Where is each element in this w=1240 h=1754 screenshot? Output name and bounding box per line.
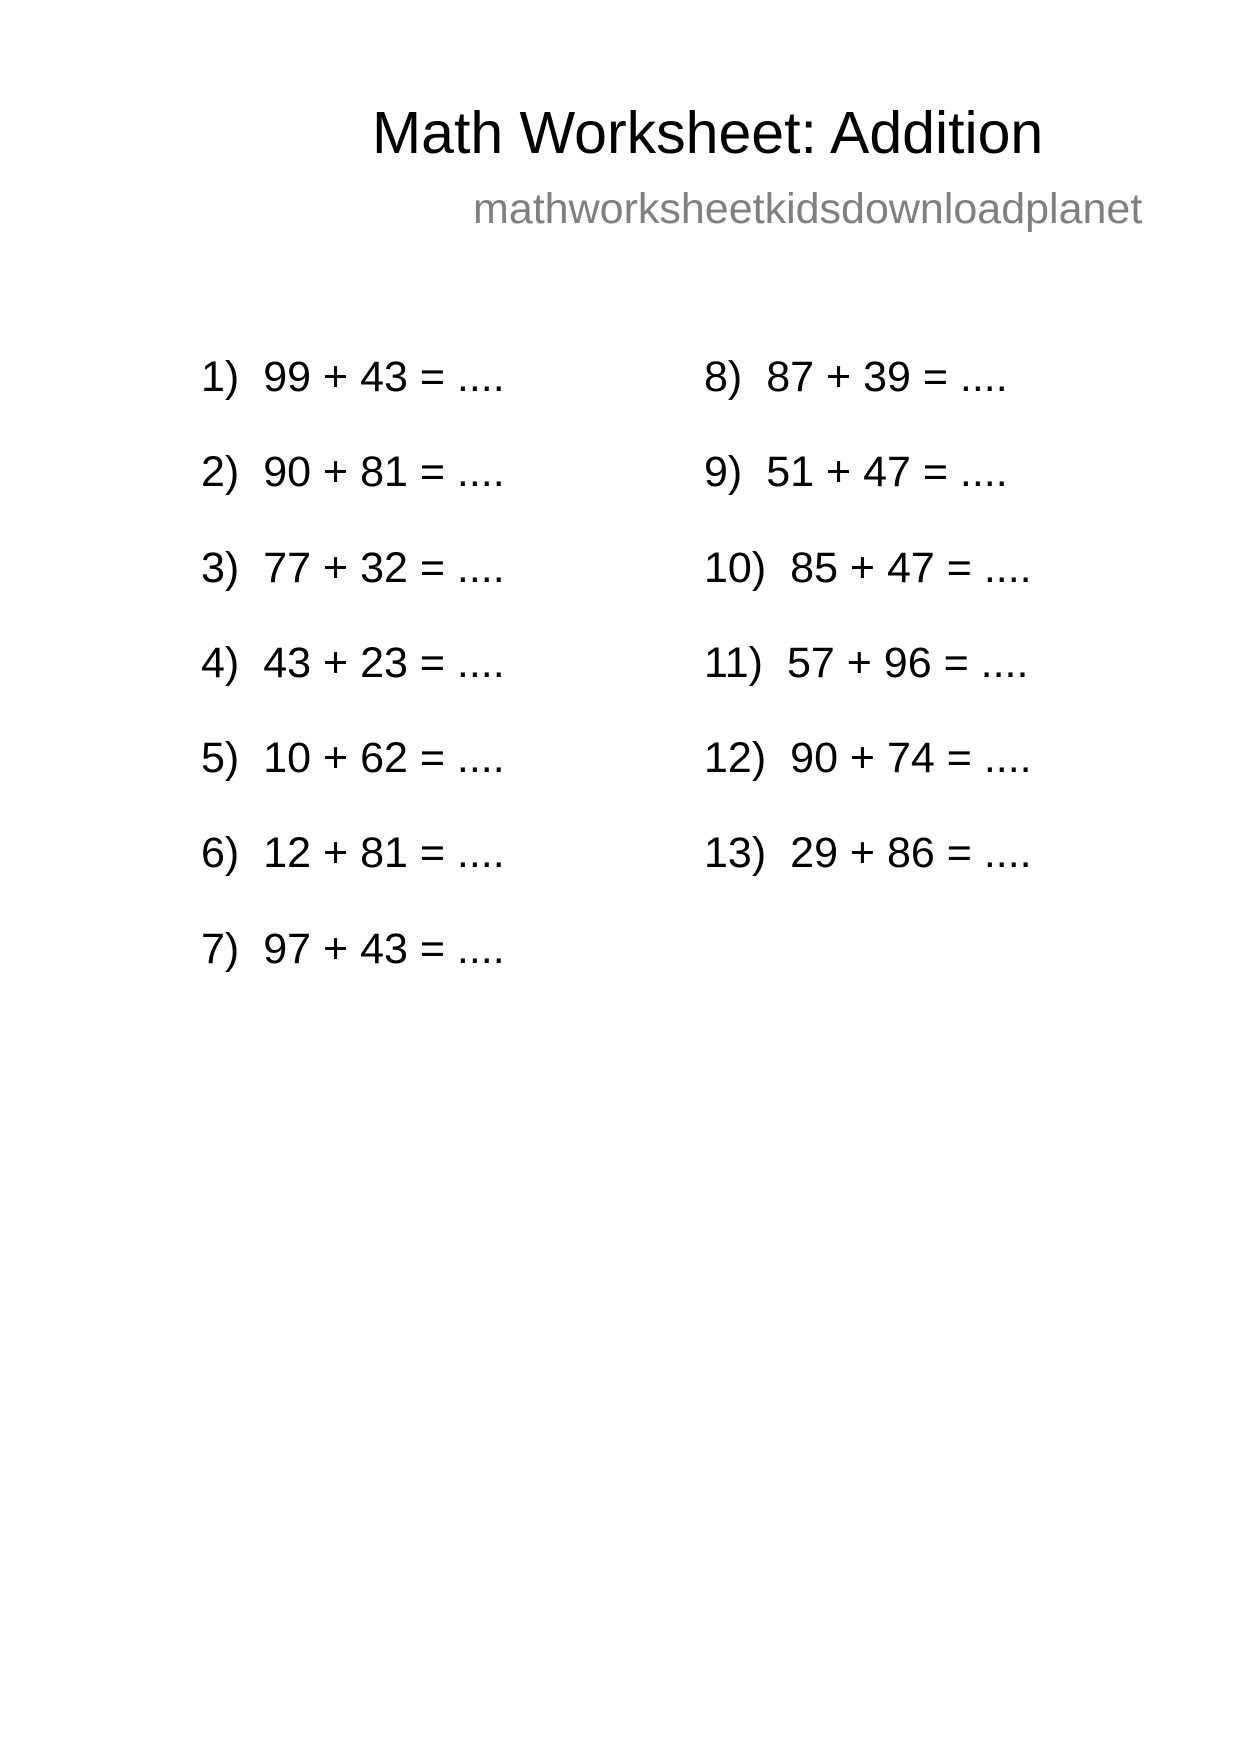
problem-item xyxy=(704,828,1032,923)
problem-item xyxy=(704,447,1032,542)
problem-item xyxy=(201,543,505,638)
problem-number: 7) xyxy=(201,924,240,973)
problem-item xyxy=(201,447,505,542)
problem-number: 3) xyxy=(201,543,240,592)
problem-item xyxy=(201,733,505,828)
worksheet-subtitle: mathworksheetkidsdownloadplanet xyxy=(473,185,1143,233)
problem-expression: 12 + 81 = .... xyxy=(263,829,505,878)
problem-item xyxy=(201,924,505,1019)
problem-item xyxy=(704,543,1032,638)
problems-right-column xyxy=(704,352,1032,924)
problem-expression: 97 + 43 = .... xyxy=(263,924,505,973)
problem-expression: 85 + 47 = .... xyxy=(790,543,1032,592)
problem-expression: 57 + 96 = .... xyxy=(786,638,1029,687)
problem-expression: 87 + 39 = .... xyxy=(766,353,1008,401)
problem-number: 9) xyxy=(704,448,743,497)
problem-expression: 77 + 32 = .... xyxy=(263,543,505,592)
problem-item xyxy=(201,352,505,447)
problem-item xyxy=(201,828,505,923)
problem-number: 6) xyxy=(201,829,240,878)
problems-left-column xyxy=(201,352,505,1019)
problem-number: 4) xyxy=(201,638,240,687)
problem-number: 13) xyxy=(704,829,767,878)
problem-number: 8) xyxy=(704,353,743,401)
worksheet-title: Math Worksheet: Addition xyxy=(372,100,1044,166)
problem-expression: 99 + 43 = .... xyxy=(263,353,505,401)
problem-expression: 90 + 74 = .... xyxy=(790,734,1032,783)
problem-expression: 51 + 47 = .... xyxy=(766,448,1008,497)
problem-item xyxy=(201,638,505,733)
problem-expression: 29 + 86 = .... xyxy=(790,829,1032,878)
problem-number: 5) xyxy=(201,734,240,783)
problem-expression: 90 + 81 = .... xyxy=(263,448,505,497)
problem-item xyxy=(704,638,1032,733)
problem-number: 1) xyxy=(201,353,240,401)
problem-expression: 10 + 62 = .... xyxy=(263,734,505,783)
problem-item xyxy=(704,733,1032,828)
problem-number: 12) xyxy=(704,734,767,783)
problem-number: 10) xyxy=(704,543,767,592)
problem-number: 2) xyxy=(201,448,240,497)
problem-expression: 43 + 23 = .... xyxy=(263,638,505,687)
problem-number: 11) xyxy=(704,638,763,687)
problem-item xyxy=(704,352,1032,447)
